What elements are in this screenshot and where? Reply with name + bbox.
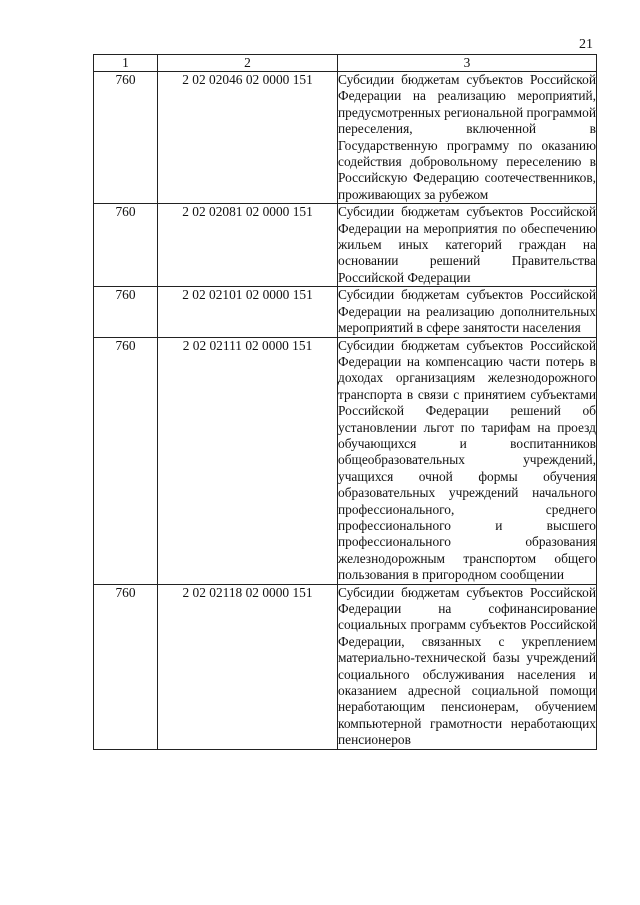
column-header-1: 1	[94, 55, 158, 72]
column-header-2: 2	[158, 55, 338, 72]
revenue-description-cell: Субсидии бюджетам субъектов Российской Федерации на компенсацию части потерь в доходах организациям железнодорожного транспорта в связи с принятием субъектами Российской Федерации решений об установлении льгот по тарифам на проезд обучающихся и воспитанников общеобразовательных учреждений, учащихся очной формы обучения образовательных учреждений начального профессионального, среднего профессионального и высшего профессионального образования железнодорожным транспортом общего пользования в пригородном сообщении	[338, 337, 596, 583]
revenue-description-cell: Субсидии бюджетам субъектов Российской Федерации на реализацию мероприятий, предусмотренных региональной программой переселения, включенной в Государственную программу по оказанию содействия добровольному переселению в Российскую Федерацию соотечественников, проживающих за рубежом	[338, 72, 596, 202]
budget-classification-code-cell: 2 02 02081 02 0000 151	[158, 204, 338, 287]
administrator-code-cell: 760	[94, 204, 158, 287]
table-row	[94, 287, 597, 337]
revenue-description-cell: Субсидии бюджетам субъектов Российской Федерации на мероприятия по обеспечению жильем иных категорий граждан на основании решений Правительства Российской Федерации	[338, 204, 596, 285]
revenue-description-cell: Субсидии бюджетам субъектов Российской Федерации на софинансирование социальных программ субъектов Российской Федерации, связанных с укреплением материально-технической базы учреждений социального обслуживания населения и оказанием адресной социальной помощи неработающим пенсионерам, обучением компьютерной грамотности неработающих пенсионеров	[338, 584, 596, 748]
table-header-row	[94, 55, 597, 72]
administrator-code-cell: 760	[94, 72, 158, 204]
table-row	[94, 72, 597, 204]
revenue-description-cell: Субсидии бюджетам субъектов Российской Федерации на реализацию дополнительных мероприятий в сфере занятости населения	[338, 287, 596, 336]
administrator-code-cell: 760	[94, 337, 158, 584]
budget-classification-code-cell: 2 02 02111 02 0000 151	[158, 337, 338, 584]
table-row	[94, 337, 597, 584]
table-row	[94, 204, 597, 287]
table-row	[94, 584, 597, 749]
budget-classification-code-cell: 2 02 02118 02 0000 151	[158, 584, 338, 749]
administrator-code-cell: 760	[94, 584, 158, 749]
column-header-3: 3	[338, 55, 597, 72]
budget-classification-code-cell: 2 02 02101 02 0000 151	[158, 287, 338, 337]
budget-classification-table	[93, 54, 597, 750]
budget-classification-code-cell: 2 02 02046 02 0000 151	[158, 72, 338, 204]
administrator-code-cell: 760	[94, 287, 158, 337]
page-number: 21	[579, 37, 593, 52]
